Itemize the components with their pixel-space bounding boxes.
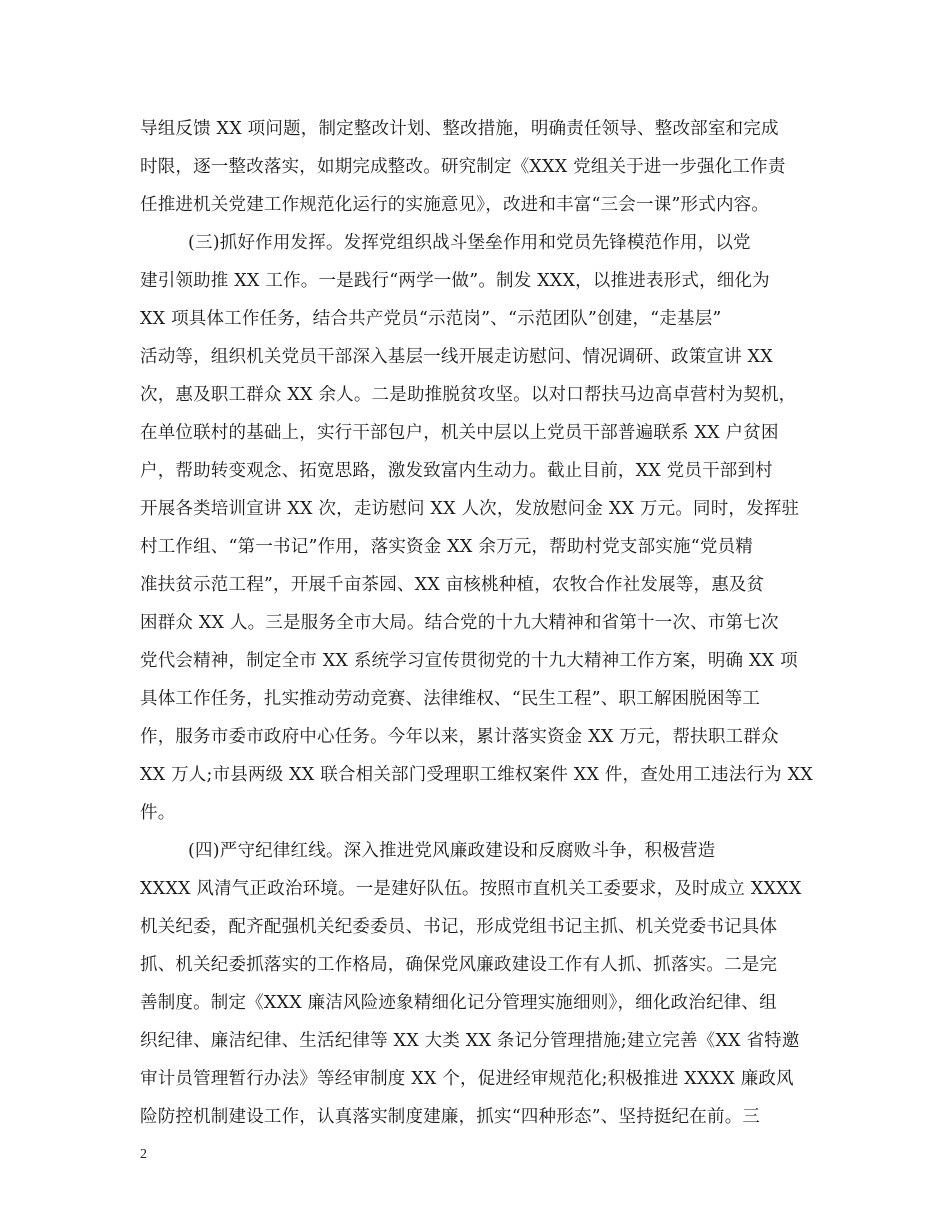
text-line: 具体工作任务，扎实推动劳动竞赛、法律维权、“民生工程”、职工解困脱困等工 <box>140 689 761 709</box>
text-line: 时限，逐一整改落实，如期完成整改。研究制定《XXX 党组关于进一步强化工作责 <box>140 157 786 177</box>
text-line: 险防控机制建设工作，认真落实制度建廉，抓实“四种形态”、坚持挺纪在前。三 <box>140 1107 761 1127</box>
text-line: 任推进机关党建工作规范化运行的实施意见》，改进和丰富“三会一课”形式内容。 <box>140 195 770 215</box>
text-line: XX 万人;市县两级 XX 联合相关部门受理职工维权案件 XX 件，查处用工违法行为 XX <box>140 765 813 785</box>
text-line: 审计员管理暂行办法》等经审制度 XX 个，促进经审规范化;积极推进 XXXX 廉政风 <box>140 1069 794 1089</box>
text-line: 抓、机关纪委抓落实的工作格局，确保党风廉政建设工作有人抓、抓落实。二是完 <box>140 955 778 975</box>
text-line: 在单位联村的基础上，实行干部包户，机关中层以上党员干部普遍联系 XX 户贫困 <box>140 423 779 443</box>
text-line: 村工作组、“第一书记”作用，落实资金 XX 余万元，帮助村党支部实施“党员精 <box>140 537 753 557</box>
text-line: 善制度。制定《XXX 廉洁风险迹象精细化记分管理实施细则》，细化政治纪律、组 <box>140 993 777 1013</box>
text-line: 作，服务市委市政府中心任务。今年以来，累计落实资金 XX 万元，帮扶职工群众 <box>140 727 779 747</box>
text-line: 开展各类培训宣讲 XX 次，走访慰问 XX 人次，发放慰问金 XX 万元。同时，发挥驻 <box>140 499 800 519</box>
text-line: 建引领助推 XX 工作。一是践行“两学一做”。制发 XXX，以推进表形式，细化为 <box>140 271 770 291</box>
text-line: 导组反馈 XX 项问题，制定整改计划、整改措施，明确责任领导、整改部室和完成 <box>140 119 779 139</box>
section-heading-line: (四)严守纪律红线。深入推进党风廉政建设和反腐败斗争，积极营造 <box>188 841 716 861</box>
text-line: 件。 <box>140 803 176 823</box>
text-line: XXXX 风清气正政治环境。一是建好队伍。按照市直机关工委要求，及时成立 XXXX <box>140 879 802 899</box>
text-line: 党代会精神，制定全市 XX 系统学习宣传贯彻党的十九大精神工作方案，明确 XX 项 <box>140 651 798 671</box>
text-line: 活动等，组织机关党员干部深入基层一线开展走访慰问、情况调研、政策宣讲 XX <box>140 347 773 367</box>
text-line: 织纪律、廉洁纪律、生活纪律等 XX 大类 XX 条记分管理措施;建立完善《XX 省特邀 <box>140 1031 800 1051</box>
text-line: 准扶贫示范工程”，开展千亩茶园、XX 亩核桃种植，农牧合作社发展等，惠及贫 <box>140 575 765 595</box>
text-line: 户，帮助转变观念、拓宽思路，激发致富内生动力。截止目前，XX 党员干部到村 <box>140 461 773 481</box>
text-line: 困群众 XX 人。三是服务全市大局。结合党的十九大精神和省第十一次、市第七次 <box>140 613 779 633</box>
text-line: XX 项具体工作任务，结合共产党员“示范岗”、“示范团队”创建，“走基层” <box>140 309 722 329</box>
text-line: 机关纪委，配齐配强机关纪委委员、书记，形成党组书记主抓、机关党委书记具体 <box>140 917 778 937</box>
page-number: 2 <box>140 1147 147 1162</box>
text-line: 次，惠及职工群众 XX 余人。二是助推脱贫攻坚。以对口帮扶马边高卓营村为契机， <box>140 385 797 405</box>
section-heading-line: (三)抓好作用发挥。发挥党组织战斗堡垒作用和党员先锋模范作用，以党 <box>188 233 751 253</box>
